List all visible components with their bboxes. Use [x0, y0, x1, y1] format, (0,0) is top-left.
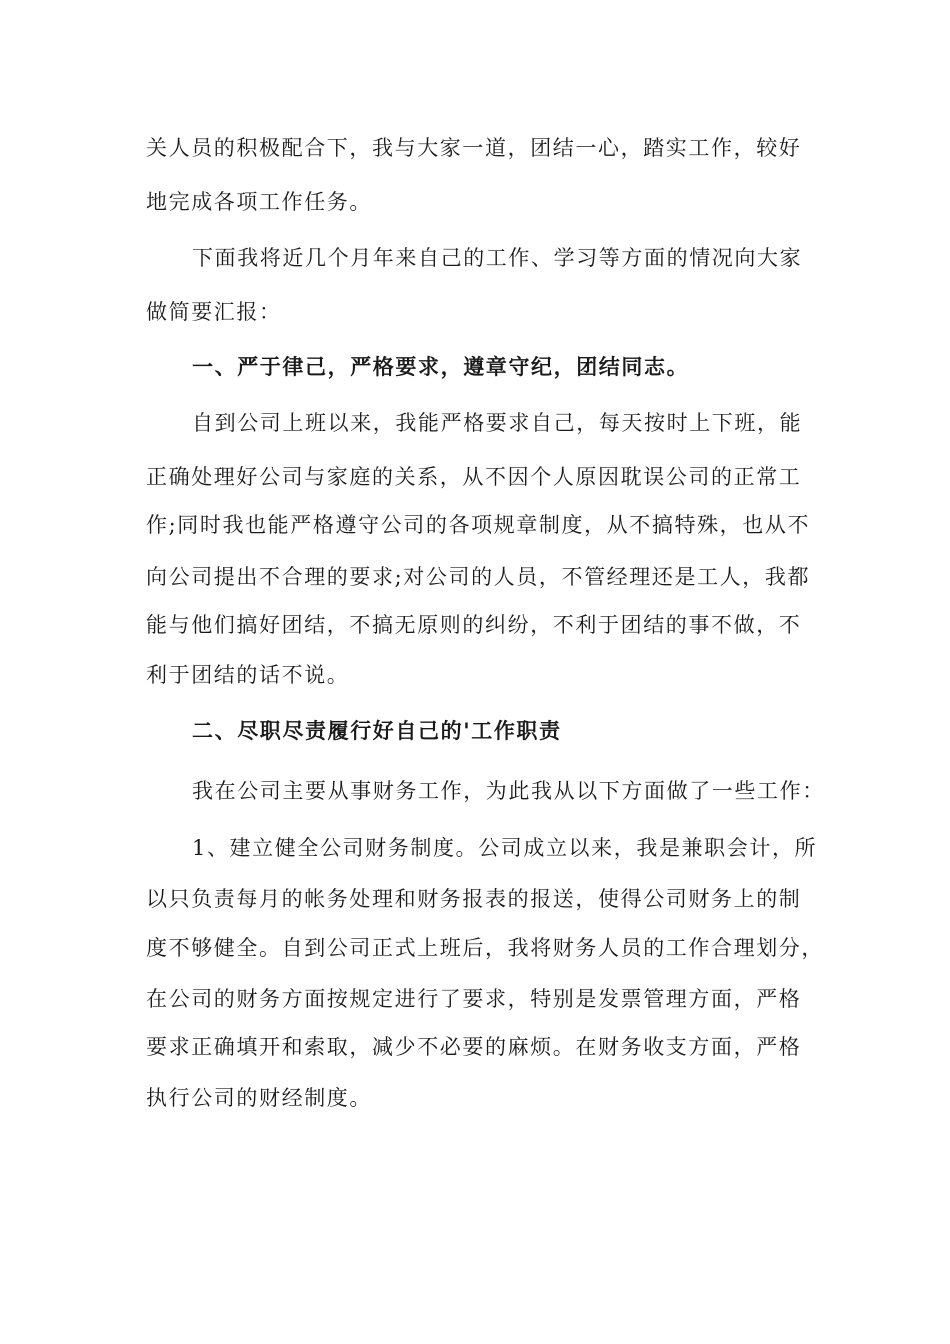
paragraph-line: 向公司提出不合理的要求;对公司的人员，不管经理还是工人，我都: [146, 565, 811, 589]
paragraph-line: 关人员的积极配合下，我与大家一道，团结一心，踏实工作，较好: [146, 136, 802, 160]
paragraph-line: 以只负责每月的帐务处理和财务报表的报送，使得公司财务上的制: [146, 887, 802, 911]
paragraph-line: 要求正确填开和索取，减少不必要的麻烦。在财务收支方面，严格: [146, 1035, 802, 1059]
section-heading-2: 二、尽职尽责履行好自己的'工作职责: [192, 718, 562, 743]
paragraph-line: 地完成各项工作任务。: [146, 190, 372, 214]
paragraph-line: 正确处理好公司与家庭的关系，从不因个人原因耽误公司的正常工: [146, 465, 802, 489]
paragraph-line: 我在公司主要从事财务工作，为此我从以下方面做了一些工作：: [192, 779, 825, 803]
paragraph-line: 能与他们搞好团结，不搞无原则的纠纷，不利于团结的事不做，不: [146, 613, 802, 637]
paragraph-line: 做简要汇报：: [146, 300, 282, 324]
paragraph-line: 下面我将近几个月年来自己的工作、学习等方面的情况向大家: [192, 246, 803, 270]
paragraph-line: 作;同时我也能严格遵守公司的各项规章制度，从不搞特殊，也从不: [146, 513, 811, 537]
paragraph-line: 自到公司上班以来，我能严格要求自己，每天按时上下班，能: [192, 411, 803, 435]
paragraph-line: 度不够健全。自到公司正式上班后，我将财务人员的工作合理划分，: [146, 936, 824, 960]
paragraph-line: 执行公司的财经制度。: [146, 1086, 372, 1110]
paragraph-line: 在公司的财务方面按规定进行了要求，特别是发票管理方面，严格: [146, 987, 802, 1011]
section-heading-1: 一、严于律己，严格要求，遵章守纪，团结同志。: [192, 354, 690, 379]
paragraph-line: 1、建立健全公司财务制度。公司成立以来，我是兼职会计，所: [192, 836, 818, 860]
paragraph-line: 利于团结的话不说。: [146, 663, 350, 687]
